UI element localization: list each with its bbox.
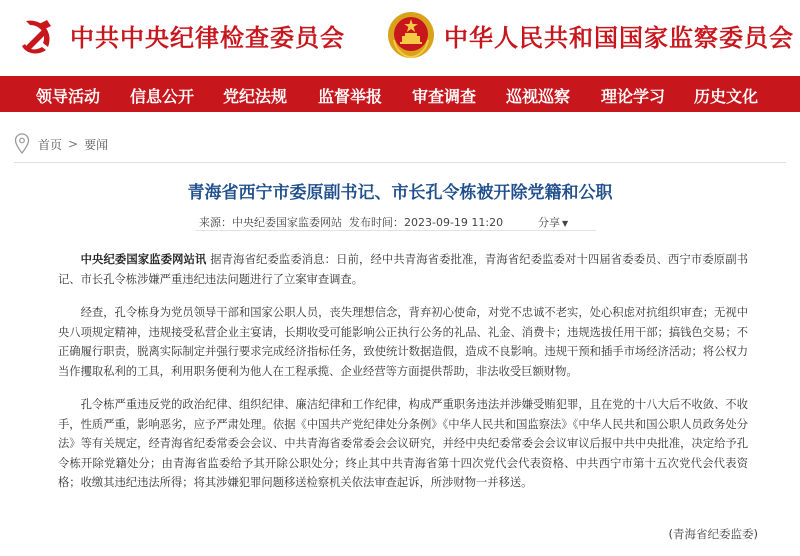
article-title: 青海省西宁市委原副书记、市长孔令栋被开除党籍和公职 xyxy=(187,183,613,203)
cpc-ccdi-brand[interactable] xyxy=(12,10,345,60)
breadcrumb xyxy=(14,132,108,156)
breadcrumb-home[interactable]: 首页 xyxy=(38,137,63,152)
ccdi-title: 中共中央纪律检查委员会 xyxy=(70,22,345,52)
article-signoff: (青海省纪委监委) xyxy=(668,527,758,541)
breadcrumb-separator: > xyxy=(68,137,79,151)
nsc-title: 中华人民共和国国家监察委员会 xyxy=(444,22,794,52)
main-nav xyxy=(0,76,800,112)
paragraph-text: 据青海省纪委监委消息：日前，经中共青海省委批准，青海省纪委监委对十四届省委委员、西宁市委原副书记、市长孔令栋涉嫌严重违纪违法问题进行了立案审查调查。 xyxy=(58,253,748,286)
nav-item-theory[interactable]: 理论学习 xyxy=(601,87,666,106)
divider xyxy=(14,162,786,163)
article-body xyxy=(58,250,748,507)
breadcrumb-current[interactable]: 要闻 xyxy=(84,137,109,152)
article-source: 来源：中央纪委国家监委网站 xyxy=(199,216,342,229)
national-emblem-icon xyxy=(386,10,436,60)
article-paragraph xyxy=(58,250,748,289)
nav-item-inspection[interactable]: 巡视巡察 xyxy=(506,87,571,106)
article-paragraph: 孔令栋严重违反党的政治纪律、组织纪律、廉洁纪律和工作纪律，构成严重职务违法并涉嫌受贿犯罪，且在党的十八大后不收敛、不收手，性质严重，影响恶劣，应予严肃处理。依据《中国共产党纪律处分条例》《中华人民共和国监察法》《中华人民共和国公职人员政务处分法》等有关规定，经青海省纪委常委会会议、中共青海省委常委会会议研究，并经中央纪委常委会会议审议后报中共中央批准，决定给予孔令栋开除党籍处分；由青海省监委给予其开除公职处分；终止其中共青海省第十四次党代会代表资格、中共西宁市第十五次党代会代表资格；收缴其违纪违法所得；将其涉嫌犯罪问题移送检察机关依法审查起诉，所涉财物一并移送。 xyxy=(58,398,748,489)
nav-item-disclosure[interactable]: 信息公开 xyxy=(130,87,195,106)
site-header xyxy=(0,0,800,74)
share-label: 分享 xyxy=(538,216,560,229)
lead-source: 中央纪委国家监委网站讯 xyxy=(80,253,207,266)
nav-item-history[interactable]: 历史文化 xyxy=(694,87,759,106)
nav-item-reporting[interactable]: 监督举报 xyxy=(318,87,383,106)
meta-divider xyxy=(196,230,596,231)
nav-item-leadership[interactable]: 领导活动 xyxy=(36,87,101,106)
article-publish-time: 发布时间：2023-09-19 11:20 xyxy=(349,216,504,229)
nav-item-investigation[interactable]: 审查调查 xyxy=(412,87,477,106)
chevron-down-icon: ▼ xyxy=(562,219,569,228)
article-paragraph: 经查，孔令栋身为党员领导干部和国家公职人员，丧失理想信念，背弃初心使命，对党不忠诚不老实，处心积虑对抗组织审查；无视中央八项规定精神，违规接受私营企业主宴请，长期收受可能影响公正执行公务的礼品、礼金、消费卡；违规选拔任用干部；搞钱色交易；不正确履行职责，脱离实际制定并强行要求完成经济指标任务，致使统计数据造假，造成不良影响。违规干预和插手市场经济活动；将公权力当作攫取私利的工具，利用职务便利为他人在工程承揽、企业经营等方面提供帮助，非法收受巨额财物。 xyxy=(58,306,748,378)
share-button[interactable] xyxy=(538,214,568,230)
location-pin-icon xyxy=(14,133,30,155)
nsc-brand[interactable] xyxy=(386,10,794,60)
party-emblem-icon xyxy=(12,10,62,60)
nav-item-regulations[interactable]: 党纪法规 xyxy=(223,87,288,106)
